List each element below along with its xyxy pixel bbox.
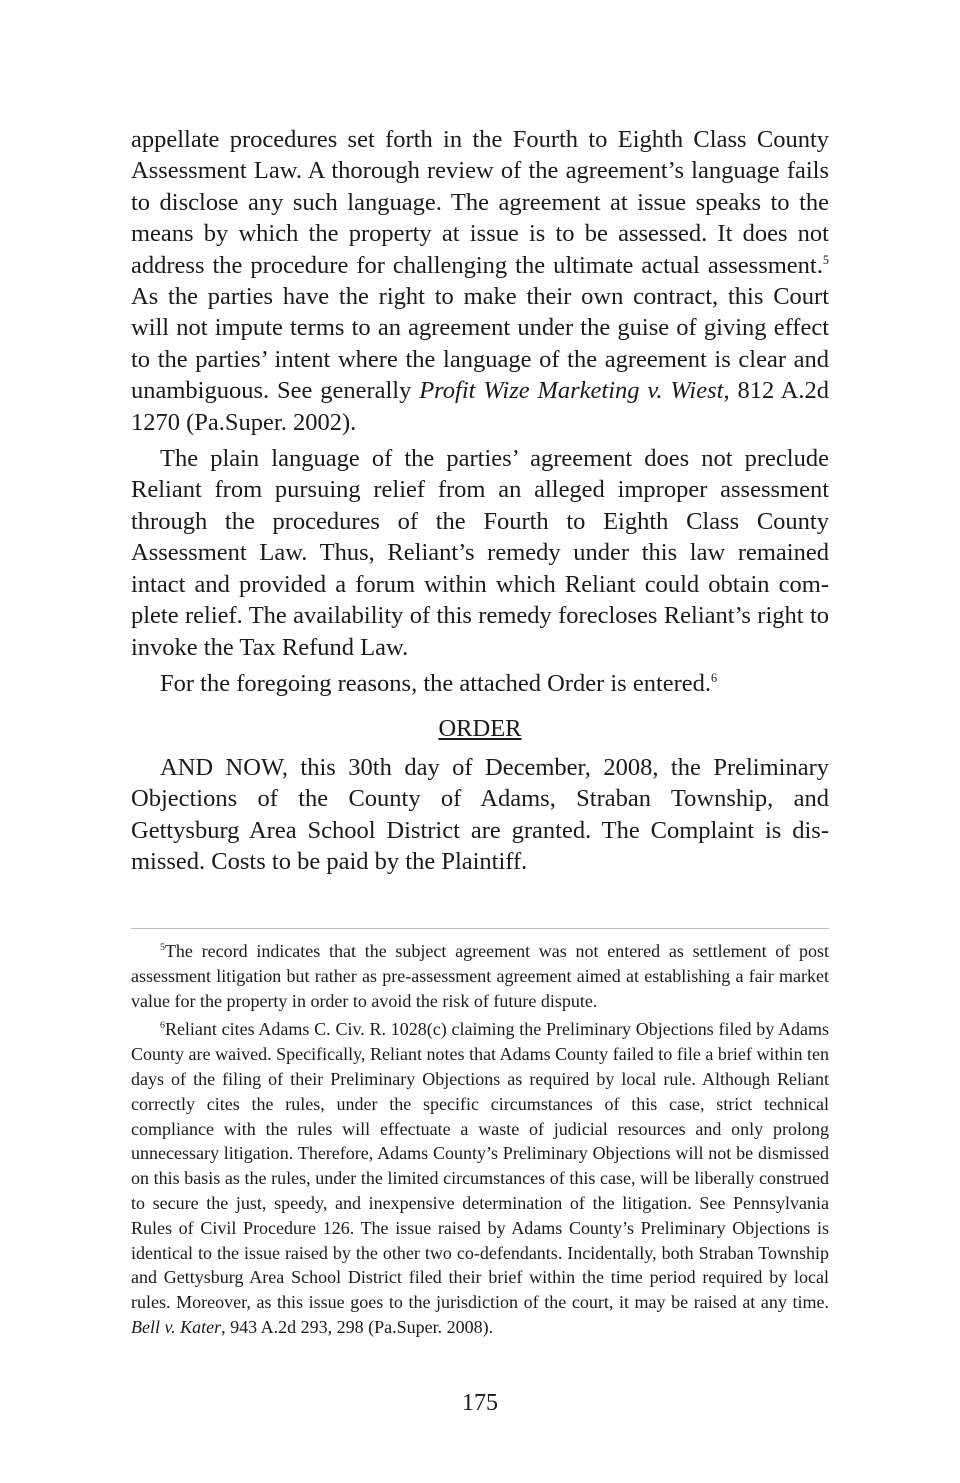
footnotes bbox=[131, 939, 829, 1344]
footnote-ref-5[interactable]: 5 bbox=[822, 252, 829, 267]
footnote-6: $^6$Reliant cites Adams C. Civ. R. 1028(c) claiming the Preliminary Objections filed by Adams County are waived. Specifically, Reliant notes that Adams County failed to file a brief within ten days of the filing of their Preliminary Objections as required by local rule. Although Reliant correctly cites the rules, under the specific circumstances of this case, strict technical compliance with the rules will effectuate a waste of judicial resources and only prolong unnecessary litigation. Therefore, Adams County’s Preliminary Objections will not be dismissed on this basis as the rules, under the limited circumstances of this case, will be liberally construed to secure the just, speedy, and inexpensive determination of the litigation. See Pennsylvania Rules of Civil Procedure 126. The issue raised by Adams County’s Preliminary Objections is identical to the issue raised by the other two co-defendants. Incidentally, both Straban Township and Gettysburg Area School District filed their brief within the time period required by local rules. Moreover, as this issue goes to the jurisdiction of the court, it may be raised at any time. Bell v. Kater, 943 A.2d 293, 298 (Pa.Super. 2008). bbox=[131, 1019, 829, 1337]
paragraph-continued: appellate procedures set forth in the Fourth to Eighth Class County Assessment Law. A thorough review of the agreement’s language fails to disclose any such language. The agreement at issue speaks to the means by which the property at issue is to be assessed. It does not address the procedure for challenging the ultimate actual assessment.$^5$ As the parties have the right to make their own contract, this Court will not impute terms to an agreement under the guise of giving effect to the parties’ intent where the language of the agreement is clear and unambiguous. See generally Profit Wize Marketing v. Wiest, 812 A.2d 1270 (Pa.Super. 2002). bbox=[131, 126, 830, 436]
footnote-5: $^5$The record indicates that the subject agreement was not entered as settlement of post assessment litigation but rather as pre-assessment agreement aimed at establishing a fair market value for the property in order to avoid the risk of future dispute. bbox=[131, 941, 829, 1011]
paragraph-plain-language: The plain language of the parties’ agreement does not preclude Reliant from pursuing relief from an alleged improper assessment through the procedures of the Fourth to Eighth Class County Assessment Law. Thus, Reliant’s remedy under this law remained intact and provided a forum within which Reliant could obtain complete relief. The availability of this remedy forecloses Reliant’s right to invoke the Tax Refund Law. bbox=[131, 445, 829, 661]
paragraph-foregoing-reasons: For the foregoing reasons, the attached Order is entered.$^6$ bbox=[160, 669, 718, 697]
order-heading: ORDER bbox=[438, 715, 522, 743]
footnote-number: 6 bbox=[160, 1020, 165, 1032]
case-citation: Profit Wize Marketing v. Wiest bbox=[419, 377, 724, 405]
main-text bbox=[131, 124, 829, 882]
page-number: 175 bbox=[462, 1390, 498, 1416]
footnote-number: 5 bbox=[160, 942, 165, 954]
paragraph-order: AND NOW, this 30th day of December, 2008, the Preliminary Objections of the County of Adams, Straban Township, and Gettysburg Area School District are granted. The Complaint is dismissed. Costs to be paid by the Plaintiff. bbox=[131, 753, 829, 875]
footnote-ref-6[interactable]: 6 bbox=[711, 670, 718, 685]
case-citation: Bell v. Kater bbox=[131, 1316, 222, 1337]
footnote-divider bbox=[131, 928, 829, 929]
